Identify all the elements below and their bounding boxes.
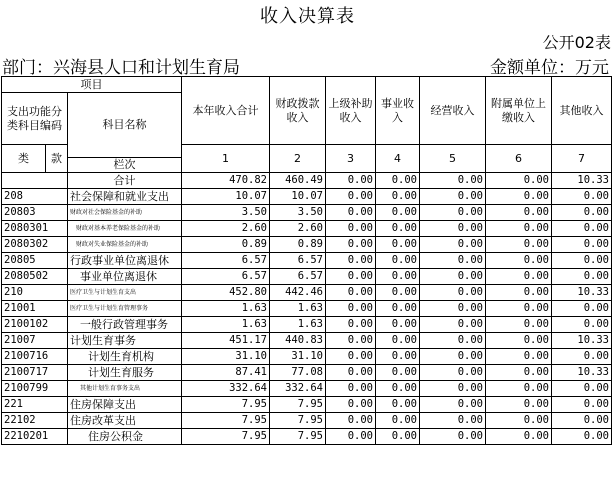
row-value-col-1: 6.57 <box>182 253 270 269</box>
row-value-col-6: 0.00 <box>486 349 552 365</box>
row-value-col-7: 0.00 <box>552 253 612 269</box>
row-value-col-7: 10.33 <box>552 173 612 189</box>
income-table <box>1 76 612 445</box>
header-kuan: 款 <box>46 145 68 173</box>
row-value-col-2: 10.07 <box>270 189 326 205</box>
row-value-col-3: 0.00 <box>326 365 376 381</box>
row-value-col-5: 0.00 <box>420 237 486 253</box>
table-row <box>2 221 612 237</box>
header-affiliated-income: 附属单位上缴收入 <box>486 77 552 145</box>
row-value-col-3: 0.00 <box>326 301 376 317</box>
row-value-col-1: 10.07 <box>182 189 270 205</box>
row-code: 22102 <box>2 413 68 429</box>
row-value-col-7: 0.00 <box>552 429 612 445</box>
row-value-col-7: 0.00 <box>552 301 612 317</box>
row-subject-name: 计划生育机构 <box>68 349 182 365</box>
row-value-col-2: 31.10 <box>270 349 326 365</box>
row-value-col-3: 0.00 <box>326 397 376 413</box>
row-value-col-1: 2.60 <box>182 221 270 237</box>
header-other-income: 其他收入 <box>552 77 612 145</box>
row-code: 2100799 <box>2 381 68 397</box>
row-value-col-3: 0.00 <box>326 269 376 285</box>
row-subject-name: 住房公积金 <box>68 429 182 445</box>
row-code: 208 <box>2 189 68 205</box>
row-value-col-6: 0.00 <box>486 381 552 397</box>
row-value-col-6: 0.00 <box>486 301 552 317</box>
row-value-col-4: 0.00 <box>376 221 420 237</box>
table-row <box>2 173 612 189</box>
row-value-col-3: 0.00 <box>326 381 376 397</box>
row-value-col-7: 0.00 <box>552 413 612 429</box>
row-value-col-4: 0.00 <box>376 317 420 333</box>
row-value-col-1: 1.63 <box>182 301 270 317</box>
row-value-col-4: 0.00 <box>376 413 420 429</box>
row-value-col-3: 0.00 <box>326 429 376 445</box>
row-value-col-2: 3.50 <box>270 205 326 221</box>
row-value-col-2: 7.95 <box>270 413 326 429</box>
row-code: 20803 <box>2 205 68 221</box>
row-value-col-1: 7.95 <box>182 397 270 413</box>
row-value-col-1: 332.64 <box>182 381 270 397</box>
table-row <box>2 253 612 269</box>
row-subject-name: 医疗卫生与计划生育支出 <box>68 285 182 301</box>
row-subject-name: 计划生育服务 <box>68 365 182 381</box>
table-row <box>2 349 612 365</box>
header-function-code: 支出功能分类科目编码 <box>2 93 68 145</box>
row-subject-name: 医疗卫生与计划生育管理事务 <box>68 301 182 317</box>
row-value-col-5: 0.00 <box>420 317 486 333</box>
column-index-7: 7 <box>552 145 612 173</box>
row-value-col-5: 0.00 <box>420 301 486 317</box>
table-row <box>2 205 612 221</box>
table-row <box>2 189 612 205</box>
row-value-col-5: 0.00 <box>420 349 486 365</box>
header-total-income: 本年收入合计 <box>182 77 270 145</box>
row-value-col-7: 0.00 <box>552 397 612 413</box>
row-value-col-6: 0.00 <box>486 333 552 349</box>
row-value-col-2: 77.08 <box>270 365 326 381</box>
row-code <box>2 173 68 189</box>
row-subject-name: 财政对失业保险基金的补助 <box>68 237 182 253</box>
column-index-4: 4 <box>376 145 420 173</box>
row-value-col-4: 0.00 <box>376 365 420 381</box>
row-value-col-1: 87.41 <box>182 365 270 381</box>
header-subject-name: 科目名称 <box>68 93 182 158</box>
row-value-col-7: 10.33 <box>552 365 612 381</box>
row-value-col-6: 0.00 <box>486 365 552 381</box>
row-value-col-6: 0.00 <box>486 237 552 253</box>
column-index-2: 2 <box>270 145 326 173</box>
table-row <box>2 269 612 285</box>
row-code: 210 <box>2 285 68 301</box>
row-code: 2080301 <box>2 221 68 237</box>
table-row <box>2 301 612 317</box>
row-value-col-1: 470.82 <box>182 173 270 189</box>
amount-unit-label: 金额单位：万元 <box>490 58 609 78</box>
row-value-col-3: 0.00 <box>326 253 376 269</box>
row-value-col-5: 0.00 <box>420 333 486 349</box>
header-business-income: 事业收入 <box>376 77 420 145</box>
row-value-col-7: 0.00 <box>552 205 612 221</box>
row-value-col-3: 0.00 <box>326 189 376 205</box>
row-value-col-2: 6.57 <box>270 253 326 269</box>
row-value-col-5: 0.00 <box>420 205 486 221</box>
row-value-col-7: 0.00 <box>552 237 612 253</box>
row-value-col-2: 332.64 <box>270 381 326 397</box>
page-title: 收入决算表 <box>260 6 355 27</box>
row-subject-name: 计划生育事务 <box>68 333 182 349</box>
row-value-col-3: 0.00 <box>326 413 376 429</box>
row-value-col-5: 0.00 <box>420 365 486 381</box>
row-value-col-4: 0.00 <box>376 381 420 397</box>
row-value-col-7: 10.33 <box>552 333 612 349</box>
row-code: 2080302 <box>2 237 68 253</box>
row-value-col-1: 3.50 <box>182 205 270 221</box>
row-value-col-4: 0.00 <box>376 189 420 205</box>
column-index-5: 5 <box>420 145 486 173</box>
row-value-col-1: 31.10 <box>182 349 270 365</box>
row-subject-name: 合计 <box>68 173 182 189</box>
row-value-col-1: 1.63 <box>182 317 270 333</box>
row-value-col-5: 0.00 <box>420 221 486 237</box>
row-value-col-7: 0.00 <box>552 349 612 365</box>
row-value-col-5: 0.00 <box>420 397 486 413</box>
row-value-col-5: 0.00 <box>420 413 486 429</box>
table-row <box>2 285 612 301</box>
row-value-col-1: 7.95 <box>182 429 270 445</box>
table-row <box>2 237 612 253</box>
row-subject-name: 财政对社会保险基金的补助 <box>68 205 182 221</box>
row-value-col-4: 0.00 <box>376 269 420 285</box>
row-subject-name: 一般行政管理事务 <box>68 317 182 333</box>
table-row <box>2 317 612 333</box>
row-code: 221 <box>2 397 68 413</box>
row-code: 21007 <box>2 333 68 349</box>
form-number: 公开02表 <box>542 33 611 52</box>
row-value-col-7: 0.00 <box>552 317 612 333</box>
row-value-col-6: 0.00 <box>486 173 552 189</box>
row-value-col-4: 0.00 <box>376 173 420 189</box>
row-value-col-4: 0.00 <box>376 237 420 253</box>
row-value-col-5: 0.00 <box>420 429 486 445</box>
row-value-col-1: 452.80 <box>182 285 270 301</box>
row-value-col-4: 0.00 <box>376 429 420 445</box>
column-index-1: 1 <box>182 145 270 173</box>
header-lanci: 栏次 <box>68 158 182 173</box>
table-row <box>2 413 612 429</box>
row-value-col-4: 0.00 <box>376 349 420 365</box>
row-value-col-6: 0.00 <box>486 269 552 285</box>
row-value-col-4: 0.00 <box>376 333 420 349</box>
table-row <box>2 381 612 397</box>
row-value-col-1: 6.57 <box>182 269 270 285</box>
row-value-col-2: 440.83 <box>270 333 326 349</box>
row-value-col-6: 0.00 <box>486 205 552 221</box>
row-code: 2080502 <box>2 269 68 285</box>
row-code: 2100717 <box>2 365 68 381</box>
row-value-col-7: 0.00 <box>552 381 612 397</box>
row-code: 2100102 <box>2 317 68 333</box>
row-value-col-2: 7.95 <box>270 429 326 445</box>
table-row <box>2 365 612 381</box>
row-value-col-7: 0.00 <box>552 269 612 285</box>
row-value-col-7: 10.33 <box>552 285 612 301</box>
row-value-col-3: 0.00 <box>326 237 376 253</box>
table-row <box>2 429 612 445</box>
row-value-col-5: 0.00 <box>420 285 486 301</box>
row-subject-name: 住房保障支出 <box>68 397 182 413</box>
row-value-col-5: 0.00 <box>420 189 486 205</box>
row-value-col-5: 0.00 <box>420 269 486 285</box>
row-value-col-2: 0.89 <box>270 237 326 253</box>
row-value-col-2: 1.63 <box>270 317 326 333</box>
header-operating-income: 经营收入 <box>420 77 486 145</box>
row-value-col-6: 0.00 <box>486 413 552 429</box>
header-superior-subsidy: 上级补助收入 <box>326 77 376 145</box>
row-code: 20805 <box>2 253 68 269</box>
header-lei: 类 <box>2 145 46 173</box>
row-value-col-6: 0.00 <box>486 221 552 237</box>
row-code: 2100716 <box>2 349 68 365</box>
row-subject-name: 其他计划生育事务支出 <box>68 381 182 397</box>
row-value-col-5: 0.00 <box>420 381 486 397</box>
row-value-col-3: 0.00 <box>326 349 376 365</box>
row-value-col-5: 0.00 <box>420 253 486 269</box>
row-value-col-2: 1.63 <box>270 301 326 317</box>
row-subject-name: 事业单位离退休 <box>68 269 182 285</box>
row-value-col-3: 0.00 <box>326 333 376 349</box>
row-value-col-1: 0.89 <box>182 237 270 253</box>
column-index-3: 3 <box>326 145 376 173</box>
row-value-col-3: 0.00 <box>326 285 376 301</box>
row-value-col-7: 0.00 <box>552 221 612 237</box>
header-project: 项目 <box>2 77 182 93</box>
row-value-col-6: 0.00 <box>486 285 552 301</box>
row-value-col-3: 0.00 <box>326 221 376 237</box>
row-value-col-2: 460.49 <box>270 173 326 189</box>
row-value-col-6: 0.00 <box>486 317 552 333</box>
row-value-col-4: 0.00 <box>376 301 420 317</box>
row-subject-name: 财政对基本养老保险基金的补助 <box>68 221 182 237</box>
row-value-col-7: 0.00 <box>552 189 612 205</box>
row-value-col-4: 0.00 <box>376 253 420 269</box>
table-row <box>2 397 612 413</box>
row-value-col-1: 7.95 <box>182 413 270 429</box>
row-value-col-2: 2.60 <box>270 221 326 237</box>
row-value-col-3: 0.00 <box>326 317 376 333</box>
row-value-col-1: 451.17 <box>182 333 270 349</box>
row-code: 2210201 <box>2 429 68 445</box>
row-subject-name: 社会保障和就业支出 <box>68 189 182 205</box>
row-value-col-3: 0.00 <box>326 205 376 221</box>
column-index-6: 6 <box>486 145 552 173</box>
row-subject-name: 住房改革支出 <box>68 413 182 429</box>
row-value-col-4: 0.00 <box>376 205 420 221</box>
row-value-col-5: 0.00 <box>420 173 486 189</box>
row-value-col-2: 7.95 <box>270 397 326 413</box>
header-fiscal-income: 财政拨款收入 <box>270 77 326 145</box>
row-code: 21001 <box>2 301 68 317</box>
row-subject-name: 行政事业单位离退休 <box>68 253 182 269</box>
row-value-col-6: 0.00 <box>486 189 552 205</box>
row-value-col-3: 0.00 <box>326 173 376 189</box>
table-row <box>2 333 612 349</box>
row-value-col-6: 0.00 <box>486 397 552 413</box>
row-value-col-4: 0.00 <box>376 285 420 301</box>
row-value-col-6: 0.00 <box>486 253 552 269</box>
row-value-col-2: 442.46 <box>270 285 326 301</box>
row-value-col-2: 6.57 <box>270 269 326 285</box>
department-label: 部门：兴海县人口和计划生育局 <box>2 58 240 78</box>
row-value-col-4: 0.00 <box>376 397 420 413</box>
row-value-col-6: 0.00 <box>486 429 552 445</box>
